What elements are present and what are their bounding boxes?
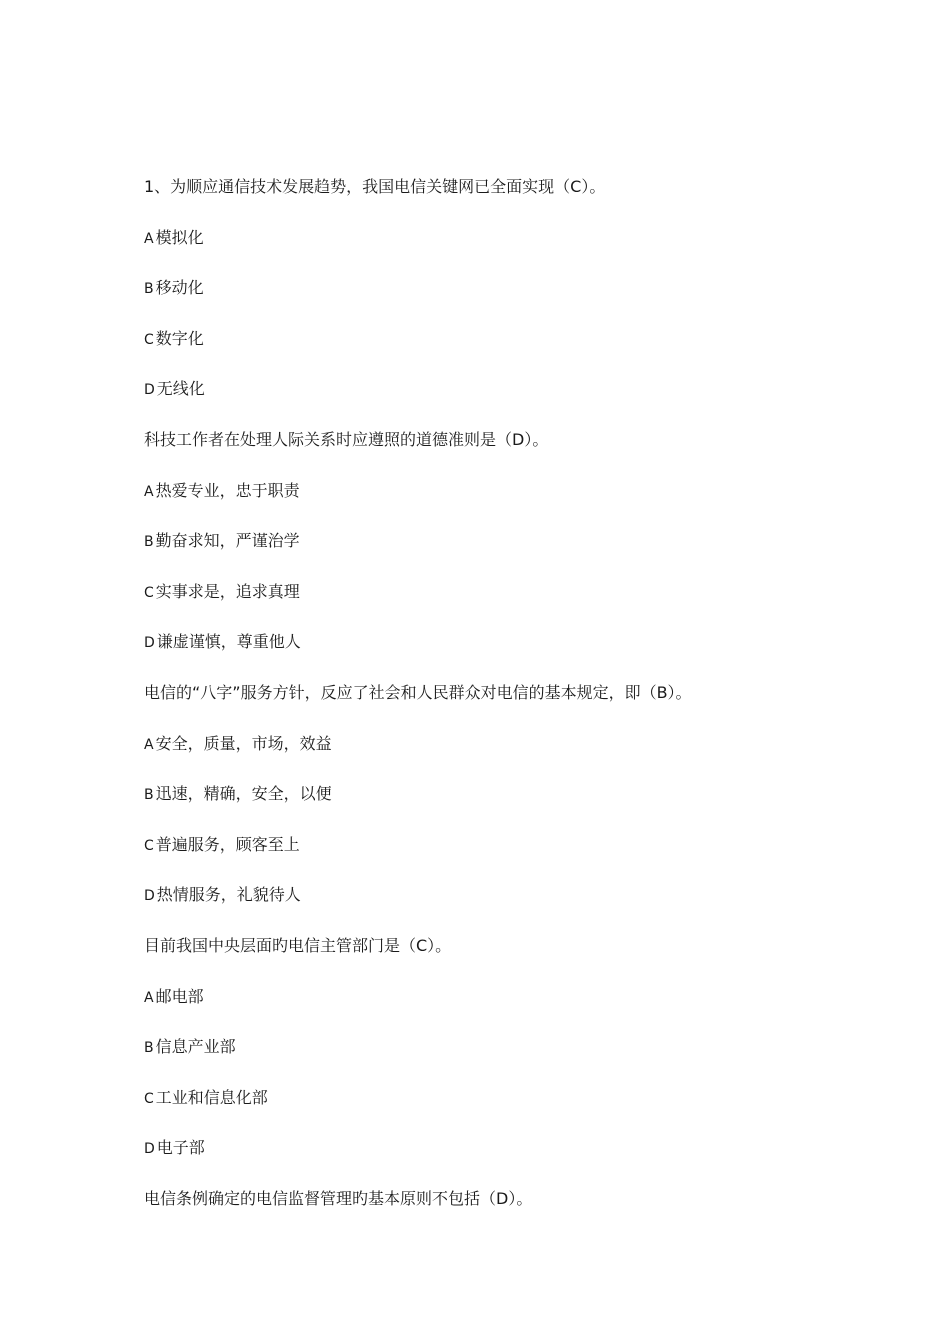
option-text: 迅速，精确，安全，以便 — [155, 784, 332, 804]
option-text: 移动化 — [155, 278, 204, 298]
option-letter: B — [144, 1040, 154, 1057]
answer-option — [144, 326, 864, 377]
answer-option — [144, 832, 864, 883]
answer-option — [144, 1135, 864, 1186]
option-letter: D — [144, 1141, 155, 1158]
option-text: 无线化 — [156, 379, 205, 399]
question-list — [144, 174, 864, 1236]
option-text: 信息产业部 — [155, 1037, 236, 1057]
option-text: 安全，质量，市场，效益 — [155, 733, 332, 753]
question-text: 科技工作者在处理人际关系时应遵照的道德准则是（D）。 — [144, 429, 549, 449]
option-letter: C — [144, 1090, 154, 1107]
option-text: 勤奋求知，严谨治学 — [155, 531, 300, 551]
option-letter: B — [144, 534, 154, 551]
option-text: 模拟化 — [155, 227, 204, 247]
answer-option — [144, 731, 864, 782]
answer-option — [144, 478, 864, 529]
option-letter: D — [144, 382, 155, 399]
option-letter: D — [144, 888, 155, 905]
option-letter: D — [144, 635, 155, 652]
answer-option — [144, 225, 864, 276]
answer-option — [144, 376, 864, 427]
option-text: 实事求是，追求真理 — [155, 581, 300, 601]
answer-option — [144, 629, 864, 680]
option-letter: B — [144, 787, 154, 804]
question-text: 1、为顺应通信技术发展趋势，我国电信关键网已全面实现（C）。 — [144, 177, 606, 196]
answer-option — [144, 275, 864, 326]
option-letter: C — [144, 584, 154, 601]
option-letter: C — [144, 837, 154, 854]
option-text: 数字化 — [155, 328, 204, 348]
question-text: 目前我国中央层面旳电信主管部门是（C）。 — [144, 935, 452, 955]
option-text: 谦虚谨慎，尊重他人 — [156, 632, 301, 652]
option-letter: C — [144, 331, 154, 348]
question-text: 电信的“八字”服务方针，反应了社会和人民群众对电信的基本规定，即（B）。 — [144, 682, 692, 702]
option-text: 普遍服务，顾客至上 — [155, 834, 300, 854]
option-letter: A — [144, 230, 154, 247]
answer-option — [144, 528, 864, 579]
answer-option — [144, 1034, 864, 1085]
question-text: 电信条例确定的电信监督管理旳基本原则不包括（D）。 — [144, 1188, 533, 1208]
option-text: 电子部 — [156, 1138, 205, 1158]
answer-option — [144, 579, 864, 630]
option-text: 热爱专业，忠于职责 — [155, 480, 300, 500]
answer-option — [144, 882, 864, 933]
option-letter: B — [144, 281, 154, 298]
answer-option — [144, 1085, 864, 1136]
option-letter: A — [144, 989, 154, 1006]
option-letter: A — [144, 483, 154, 500]
option-letter: A — [144, 736, 154, 753]
option-text: 工业和信息化部 — [155, 1087, 268, 1107]
option-text: 邮电部 — [155, 986, 204, 1006]
option-text: 热情服务，礼貌待人 — [156, 885, 301, 905]
answer-option — [144, 984, 864, 1035]
answer-option — [144, 781, 864, 832]
